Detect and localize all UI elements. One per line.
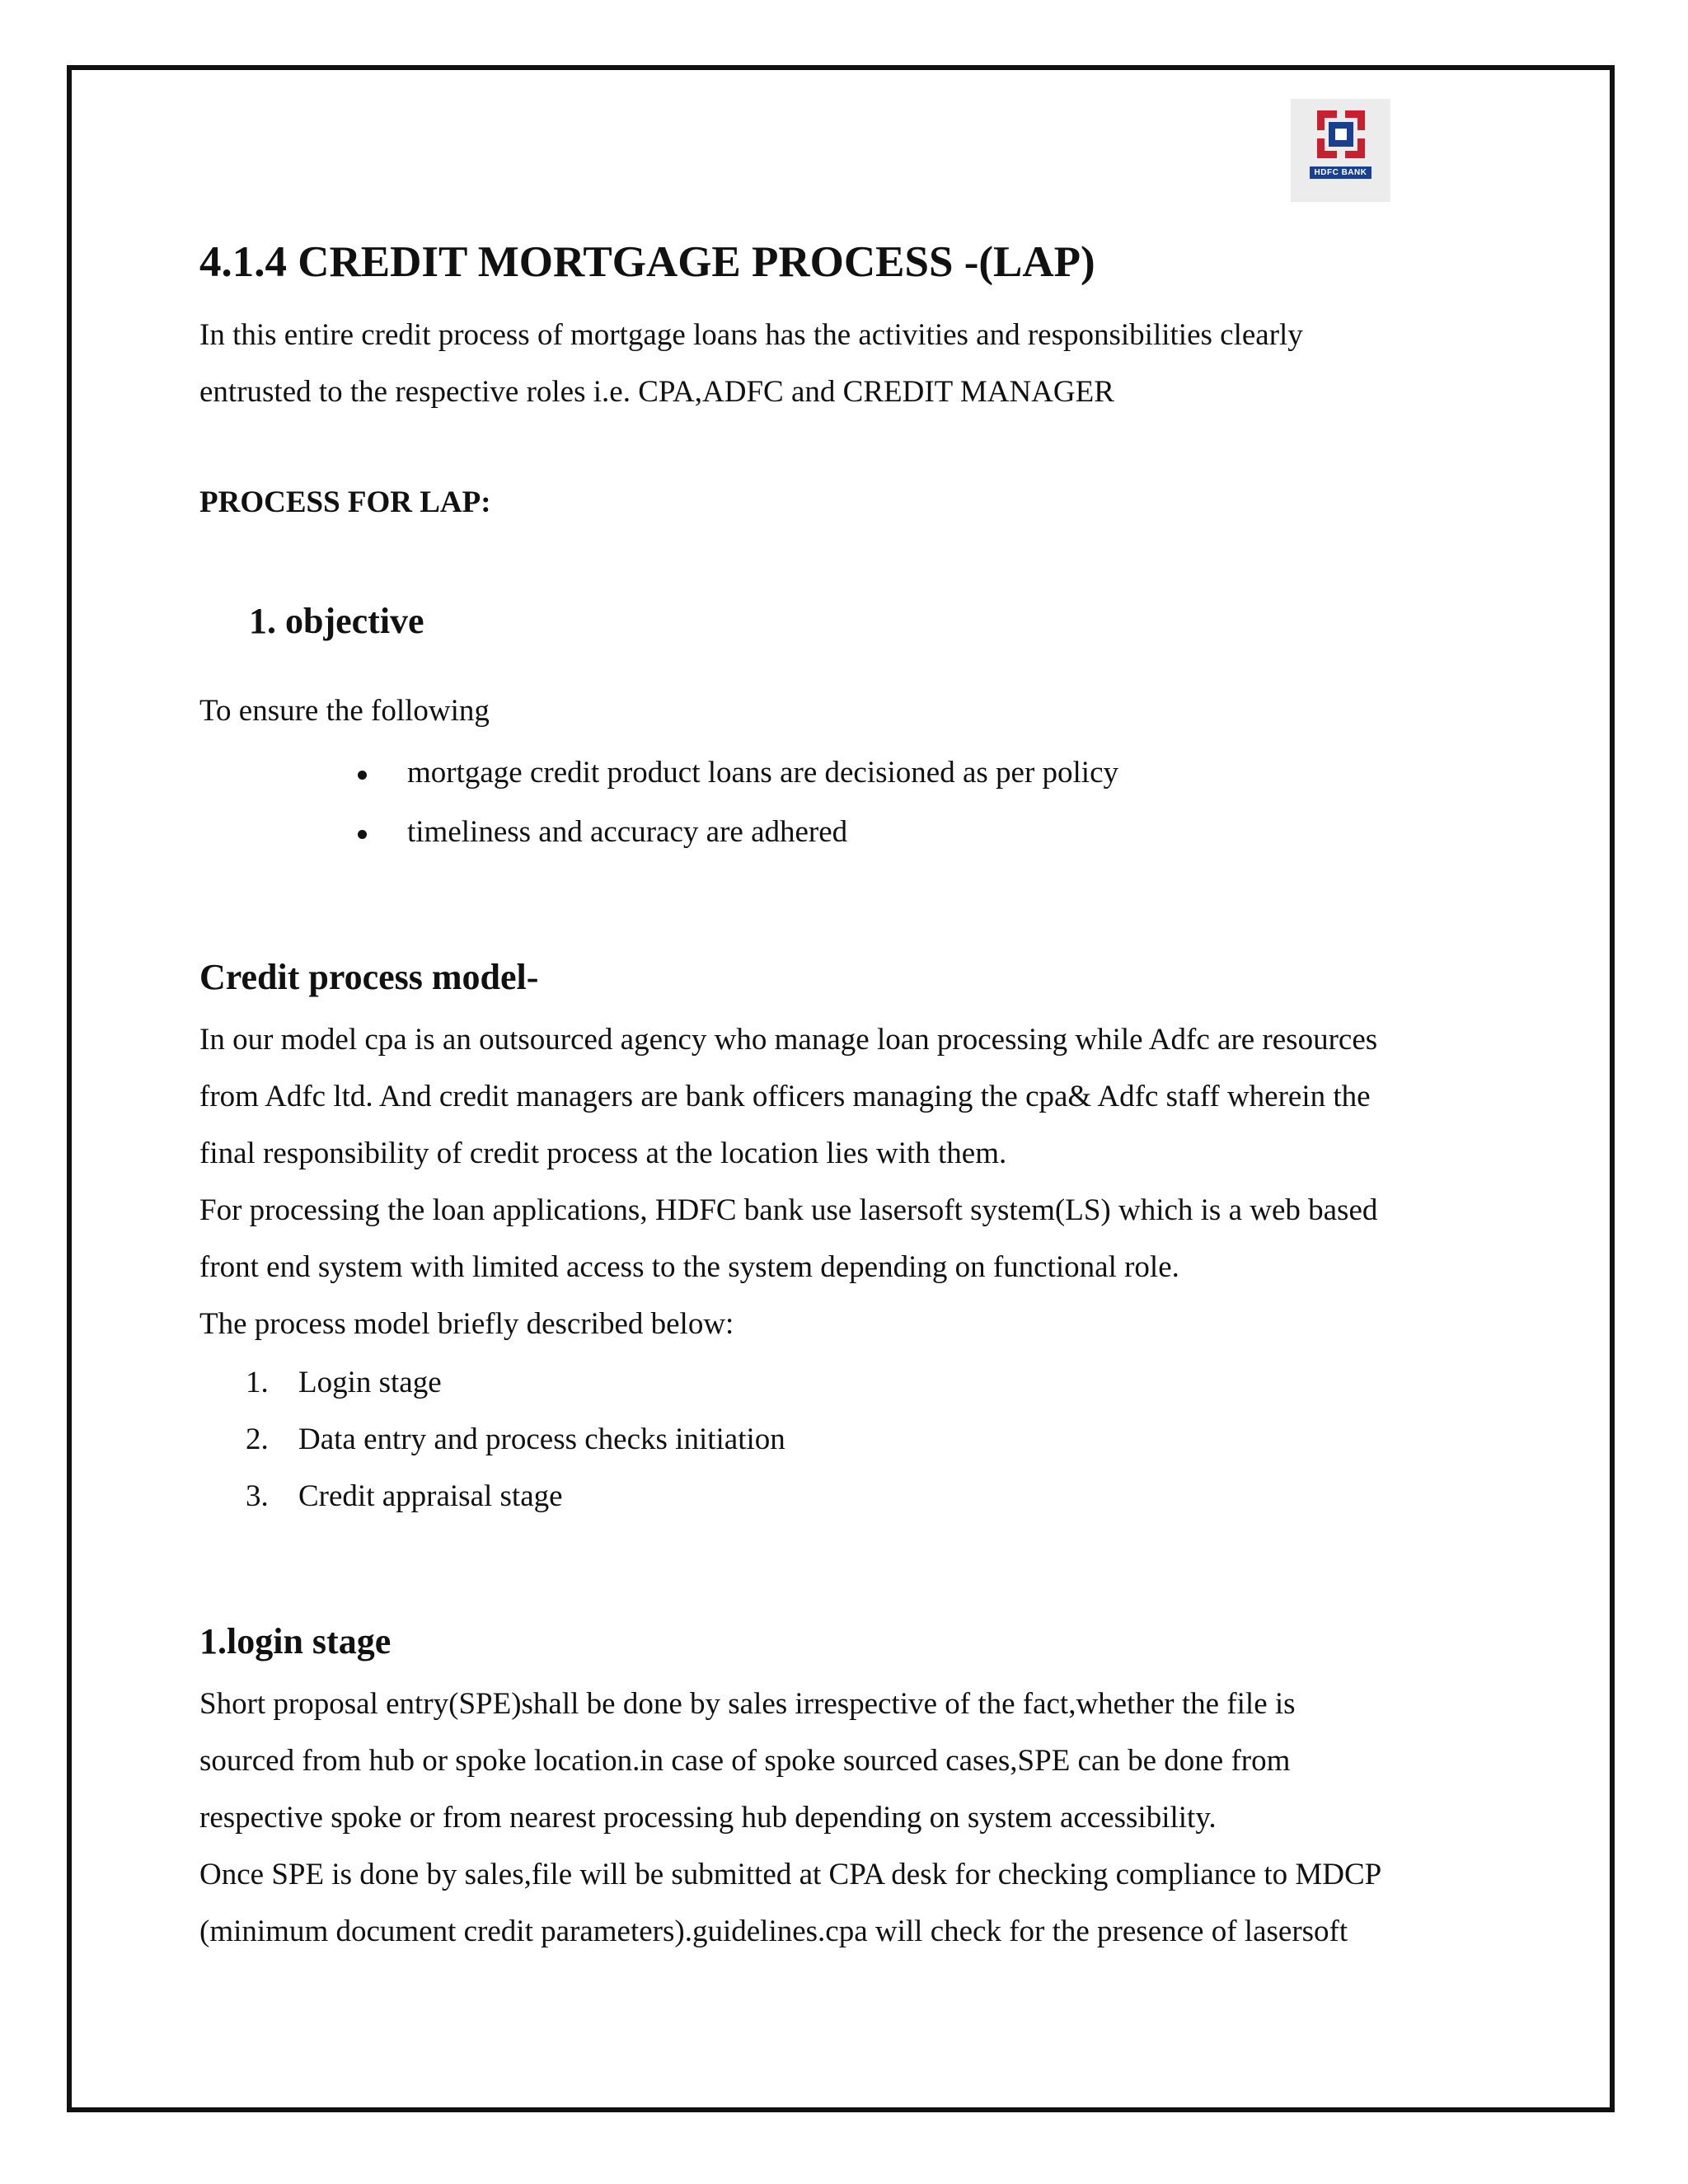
intro-paragraph xyxy=(199,307,1518,420)
model-line: front end system with limited access to the system depending on functional role. xyxy=(199,1250,1179,1284)
stage-item xyxy=(246,1365,442,1401)
model-line: In our model cpa is an outsourced agency who manage loan processing while Adfc are resources xyxy=(199,1023,1378,1057)
model-line: For processing the loan applications, HDFC bank use lasersoft system(LS) which is a web based xyxy=(199,1193,1378,1227)
model-line: The process model briefly described below: xyxy=(199,1307,734,1341)
stage-number: 2. xyxy=(246,1422,269,1456)
objective-bullet xyxy=(354,755,1118,791)
objective-bullet xyxy=(354,814,847,851)
login-line: Once SPE is done by sales,file will be submitted at CPA desk for checking compliance to MDCP xyxy=(199,1858,1382,1891)
stage-number: 3. xyxy=(246,1479,269,1513)
process-heading: PROCESS FOR LAP: xyxy=(199,485,491,519)
stage-label: Login stage xyxy=(298,1366,442,1399)
logo-text: HDFC BANK xyxy=(1310,166,1372,179)
login-line: Short proposal entry(SPE)shall be done by sales irrespective of the fact,whether the file is xyxy=(199,1687,1296,1721)
objective-heading: 1. objective xyxy=(249,601,424,641)
login-line: (minimum document credit parameters).guidelines.cpa will check for the presence of lasersoft xyxy=(199,1915,1348,1948)
bullet-icon xyxy=(354,755,407,791)
page-title: 4.1.4 CREDIT MORTGAGE PROCESS -(LAP) xyxy=(199,238,1095,286)
stage-item xyxy=(246,1479,563,1515)
stage-item xyxy=(246,1422,785,1458)
stage-label: Data entry and process checks initiation xyxy=(298,1422,785,1456)
login-line: respective spoke or from nearest processing hub depending on system accessibility. xyxy=(199,1801,1217,1835)
model-line: from Adfc ltd. And credit managers are bank officers managing the cpa& Adfc staff wherein the xyxy=(199,1080,1371,1113)
login-heading: 1.login stage xyxy=(199,1621,392,1661)
model-paragraph xyxy=(199,1011,1518,1352)
model-heading: Credit process model- xyxy=(199,957,539,997)
stage-number: 1. xyxy=(246,1366,269,1399)
bullet-text: timeliness and accuracy are adhered xyxy=(407,815,848,849)
login-line: sourced from hub or spoke location.in case of spoke sourced cases,SPE can be done from xyxy=(199,1744,1291,1778)
stage-label: Credit appraisal stage xyxy=(298,1479,563,1513)
bullet-text: mortgage credit product loans are decisioned as per policy xyxy=(407,756,1119,790)
hdfc-logo-icon xyxy=(1317,110,1365,158)
objective-lead: To ensure the following xyxy=(199,694,490,728)
intro-line: entrusted to the respective roles i.e. CPA,ADFC and CREDIT MANAGER xyxy=(199,375,1114,409)
model-line: final responsibility of credit process at the location lies with them. xyxy=(199,1137,1007,1170)
bullet-icon xyxy=(354,814,407,851)
login-paragraph xyxy=(199,1675,1518,1960)
intro-line: In this entire credit process of mortgage loans has the activities and responsibilities clearly xyxy=(199,318,1303,352)
hdfc-bank-logo xyxy=(1291,99,1390,202)
